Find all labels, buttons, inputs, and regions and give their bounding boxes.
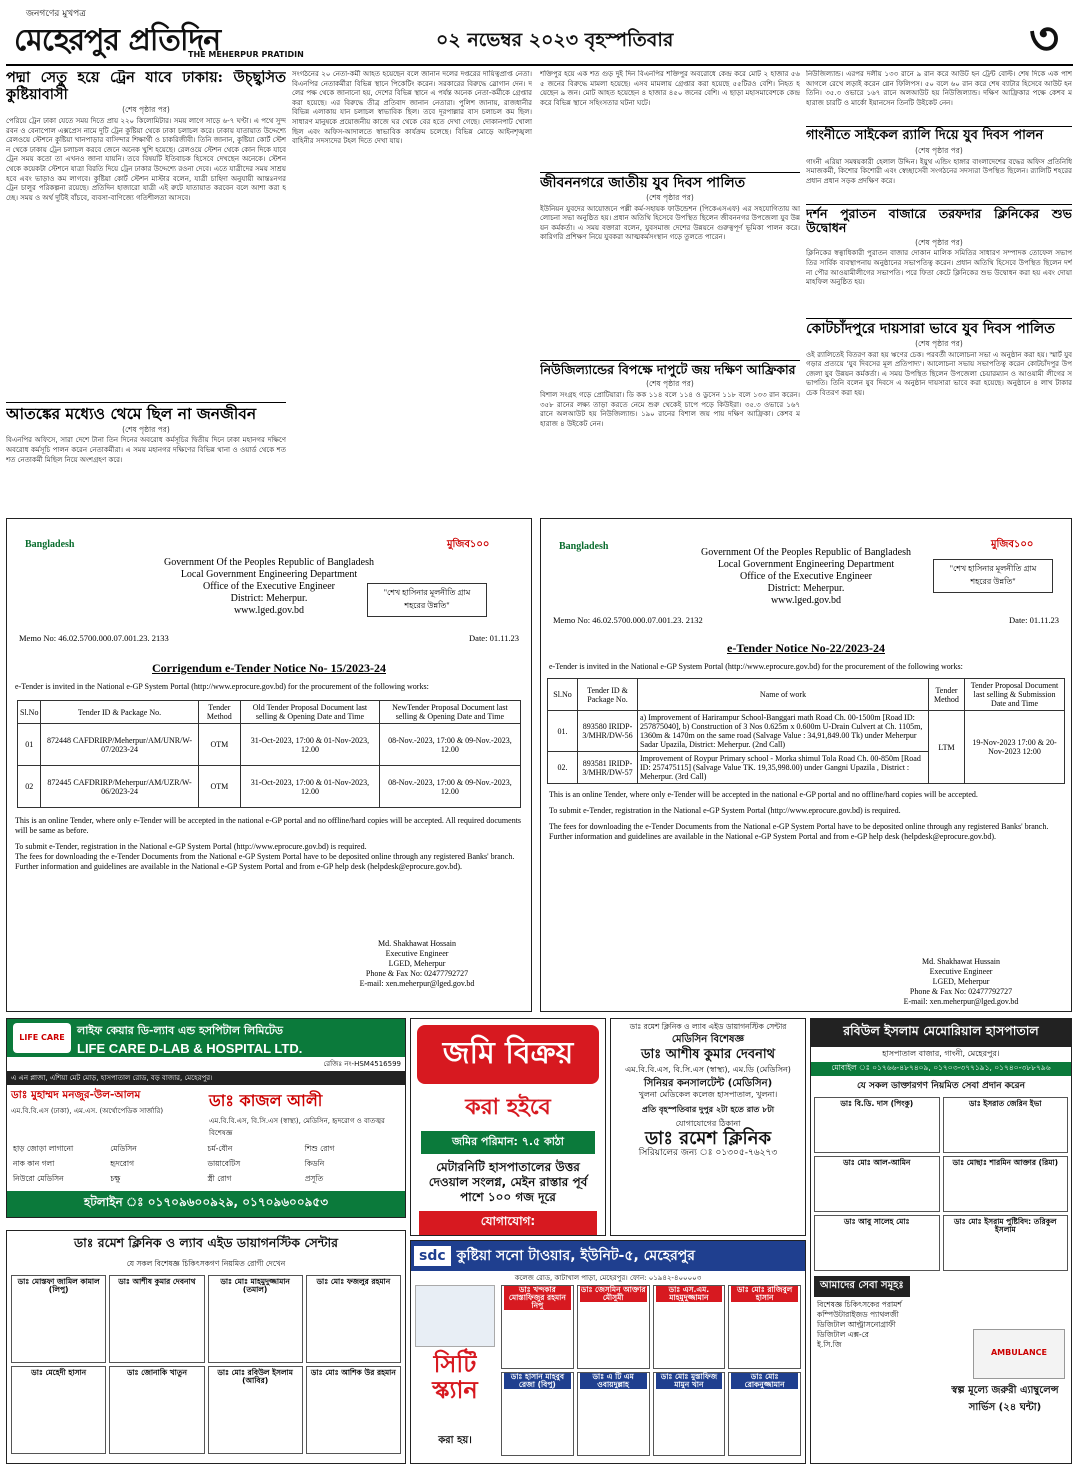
signature-block: [337, 939, 497, 989]
newspaper-logo-english: THE MEHERPUR PRATIDIN: [188, 50, 304, 59]
doctor-name: ডাঃ মোঃ রাজিবুল হাসান: [731, 1286, 798, 1302]
doctor-card: [577, 1285, 650, 1369]
article-clinic-opening: [806, 204, 1072, 316]
article-jibannagar-youth-day: [540, 172, 800, 358]
doctor-card: [11, 1366, 106, 1454]
article-body: পেরিয়ে ট্রেন ঢাকা যেতে সময় দিতে প্রায় ২২০ কিলোমিটার। সময় লাগে সাড়ে ৬-৭ ঘণ্টা। এ পথে সুন্দরবন ও বেনাপোল এক্সপ্রেস নামে দুটি ট্রেন কুষ্টিয়া থেকে ঢাকা চলাচল করে। ঢাকায় যাতায়াত উদ্দেশ্যে রেলওয়ে স্টেশনে কুষ্টিয়া খানপাড়ার বাসিন্দার শিক্ষার্থী ও চাকরিজীবী। তিনি জানান, কুষ্টিয়া কোর্ট স্টেশন থেকে ঢাকায় ট্রেন চলাচল করবে জেনে অনেক খুশি হয়েছে। রেলওয়ে স্টেশন থেকে কোন দিকে যাবে ট্রেন সময় কতো তা এখনও জানা যায়নি। তবে বিষয়টি ইতিবাচক হিসেবে দেখছেন অনেকে। স্টেশন থেকে কয়েকটা স্টেশনে যাত্রা বিরতি দিয়ে ট্রেন ঢাকার উদ্দেশ্যে রওনা দেবে। এতে যাত্রীদের সময় সাশ্রয় হবে এবং ভাড়াও কম লাগবে। কুষ্টিয়া কোর্ট স্টেশন মাস্টার বলেন, যাত্রী চাহিদা অনুযায়ী আন্তঃনগর ট্রেন চালুর পরিকল্পনা রয়েছে। প্রতিদিন হাজারো যাত্রী এই রুটে যাতায়াত করবেন বলে আশা করা হচ্ছে। সময় ও অর্থ দুটিই বাঁচবে, ব্যবসা-বাণিজ্যে গতিশীলতা আসবে।: [6, 116, 286, 202]
doctor-card: [728, 1285, 801, 1369]
notice-para-online: This is an online Tender, where only e-Tender will be accepted in the national e-GP portal and no offline/hard copies will be accepted.: [549, 790, 978, 799]
article-body: ক্লিনিকের স্বত্বাধিকারী পুরাতন বাজার দোকান মালিক সমিতির সাধারণ সম্পাদক তোফেল সভাপতির সার্বিক ব্যবস্থাপনায় অনুষ্ঠানের সভাপতিত্ব করেন। প্রধান অতিথি হিসেবে উপস্থিত ছিলেন দর্শনা পৌর আওয়ামীলীগের সভাপতি। পরে ফিতা কেটে ক্লিনিকের শুভ উদ্বোধন করা হয় এবং দোয়া মাহফিল অনুষ্ঠিত হয়।: [806, 249, 1072, 287]
doctor-degree: এম.বি.বি.এস (ঢাকা), এম.এস. (অর্থোপেডিক সার্জারি): [11, 1107, 164, 1115]
bangladesh-50-logo: Bangladesh: [559, 541, 609, 552]
continued-label: (শেষ পৃষ্ঠার পর): [122, 105, 170, 115]
ambulance-icon: AMBULANCE: [973, 1329, 1065, 1379]
service-item: হাড় জোড়া লাগানো: [13, 1144, 74, 1153]
newspaper-logo: মেহেরপুর প্রতিদিন: [14, 23, 221, 58]
doctor-name: ডাঃ মোঃ রবিউল ইসলাম (আবির): [217, 1368, 293, 1385]
ad-header: [411, 1241, 805, 1271]
signature-block: [881, 957, 1041, 1007]
continued-label: (শেষ পৃষ্ঠার পর): [646, 193, 694, 203]
signatory-name: Md. Shakhawat Hussain: [922, 957, 1000, 966]
th-method: Tender Method: [929, 679, 965, 711]
notice-intro: e-Tender is invited in the National e-GP System Portal (http://www.eprocure.gov.bd) for the procurement of the following works:: [15, 682, 429, 691]
doctor-card: [814, 1156, 940, 1212]
memo-date: Date: 01.11.23: [1009, 615, 1059, 625]
table-cell: 893580 IRIDP-3/MHR/DW-56: [578, 711, 638, 752]
service-item: ই.সি.জি: [817, 1340, 842, 1349]
doctor-card: [814, 1097, 940, 1153]
service-item: প্রসূতি: [304, 1174, 324, 1183]
doctor-name: ডাঃ মোঃ ফজলুর রহমান: [316, 1277, 391, 1286]
doctor-name: ডাঃ মোঃ আল-আমিন: [843, 1158, 911, 1167]
bangladesh-50-logo: Bangladesh: [25, 539, 75, 550]
ad-lifecare-hospital: [6, 1018, 406, 1218]
ad-subtitle: করা হইবে: [465, 1095, 551, 1120]
visiting-time: প্রতি বৃহস্পতিবার দুপুর ২টা হতে রাত ৮টা: [641, 1105, 775, 1114]
land-location: মেটারনিটি হাসপাতালের উত্তর দেওয়াল সংলগ্ন, মেইন রাস্তার পূর্ব পাশে ১০০ গজ দূরে: [428, 1160, 588, 1204]
doctor-card: [306, 1366, 401, 1454]
service-item: শিশু রোগ: [304, 1144, 335, 1153]
continued-label: (শেষ পৃষ্ঠার পর): [915, 237, 963, 247]
office-name: Office of the Executive Engineer: [740, 571, 872, 582]
signatory-office: LGED, Meherpur: [932, 977, 990, 986]
table-cell: a) Improvement of Harirampur School-Banggari math Road Ch. 00-1500m [Road ID: 257875040], b) Construction of 3 Nos 0.625m x 0.600m U-Drain Culvert at Ch. 1105m, 1360m & 1470m on the same road (Salvage Value : 34,91,849.00 Tk) under Meherpur Sadar Upazila, District: Meherpur. (2nd Call): [638, 711, 929, 752]
article-body: বিশাল সংগ্রহ গড়ে প্রোটিয়ারা। ডি কক ১১৪ বলে ১১৪ ও ডুসেন ১১৮ বলে ১৩৩ রান করেন। ৩৫৮ রানের লক্ষ্য তাড়া করতে নেমে শুরু থেকেই চাপে পড়ে কিউইরা। ৩৫.৩ ওভারে ১৬৭ রানে অলআউট হয় নিউজিল্যান্ড। ১৯০ রানের বিশাল জয় পায় দক্ষিণ আফ্রিকা। কেশব মহারাজ ৪ উইকেট নেন।: [540, 390, 800, 428]
service-item: ডিজিটাল এক্স-রে: [817, 1330, 869, 1339]
doctor-name: ডাঃ মোছাঃ শারমিন আক্তার (রিমা): [952, 1158, 1059, 1167]
ad-title: জমি বিক্রয়: [417, 1025, 599, 1084]
table-cell: 31-Oct-2023, 17:00 & 01-Nov-2023, 12.00: [241, 724, 380, 766]
th-date: Tender Proposal Document last selling & Submission Date and Time: [965, 679, 1065, 711]
continued-label: (শেষ পৃষ্ঠার পর): [646, 379, 694, 389]
th-slno: Sl.No: [548, 679, 578, 711]
service-item: স্ত্রী রোগ: [207, 1174, 232, 1183]
doctor-degree: এম.বি.বি.এস, বি.সি.এস (স্বাস্থ্য), এম.ডি (মেডিসিন): [625, 1065, 791, 1074]
services-title: আমাদের সেবা সমূহঃ: [814, 1276, 910, 1297]
th-tender-id: Tender ID & Package No.: [41, 701, 198, 724]
tender-table-wrap: [7, 692, 531, 816]
ad-doctors: [7, 1085, 405, 1142]
table-cell: 01: [18, 724, 41, 766]
website: www.lged.gov.bd: [770, 595, 842, 606]
table-cell: Improvement of Roypur Primary school - Morka shimul Tola Road Ch. 00-850m [Road ID: 257475115] (Salvage Value TK. 19,35,998.00) under Gangni Upazila , District : Meherpur. (3rd Call): [638, 752, 929, 784]
masthead-tagline: জনগণের মুখপত্র: [26, 9, 86, 19]
mujib-100-logo: মুজিব১০০: [991, 539, 1034, 550]
doctor-name: ডাঃ মোস্তফা জামিল কামাল (লিপু): [17, 1277, 100, 1294]
ad-rabiul-hospital: [810, 1018, 1072, 1464]
ad-address: এ এন প্লাজা, এশিয়া মেট মোড়, হাসপাতাল রোড, বড় বাজার, মেহেরপুর।: [7, 1071, 405, 1085]
doctor-name: ডাঃ এস.এম. মাহমুদুজ্জামান: [656, 1286, 723, 1302]
signatory-email: E-mail: xen.meherpur@lged.gov.bd: [903, 997, 1019, 1006]
doctor-hospital: খুলনা মেডিকেল কলেজ হাসপাতাল, খুলনা।: [638, 1090, 778, 1099]
headline: দর্শন পুরাতন বাজারে তরফদার ক্লিনিকের শুভ উদ্বোধন: [806, 206, 1072, 236]
service-item: কিডনি: [304, 1159, 325, 1168]
office-name: Office of the Executive Engineer: [203, 581, 335, 592]
table-cell: OTM: [198, 724, 241, 766]
doctor-name: ডাঃ মুহাম্মদ মনজুর-উল-আলম: [11, 1089, 141, 1101]
doctor-card: [577, 1372, 650, 1456]
article-body: সংগঠনের ২০ নেতা-কর্মী আহত হয়েছেন বলে জানান দলের দপ্তরের দায়িত্বপ্রাপ্ত নেতা। বিএনপির নেতাকর্মীরা বিভিন্ন স্থানে পিকেটিং করেন। সরকারের বিরুদ্ধে স্লোগান দেন। দলের পক্ষ থেকে জানানো হয়, দেশের বিভিন্ন স্থানে এ পর্যন্ত অনেক নেতা-কর্মীকে গ্রেপ্তার করা হয়েছে। এর বিরুদ্ধে তীব্র প্রতিবাদ জানান নেতারা। পুলিশ জানায়, রাজধানীর বিভিন্ন এলাকায় যান চলাচল স্বাভাবিক ছিল। তবে দূরপাল্লার বাস চলাচল কম ছিল। সাধারণ মানুষকে প্রয়োজনীয় কাজে ঘর থেকে বের হতে দেখা গেছে। দোকানপাট খোলা ছিল এবং অফিস-আদালতে স্বাভাবিক কার্যক্রম চলেছে। বিভিন্ন মোড়ে আইনশৃঙ্খলা বাহিনীর সদস্যদের টহল দিতে দেখা যায়।: [292, 70, 532, 146]
headline: গাংনীতে সাইকেল র‌্যালি দিয়ে যুব দিবস পালন: [806, 126, 1072, 144]
notice-title: e-Tender Notice No-22/2023-24: [727, 641, 885, 655]
land-size: জমির পরিমান: ৭.৫ কাঠা: [421, 1131, 595, 1154]
doctor-name: ডাঃ বি.ডি. দাস (পিংকু): [840, 1099, 914, 1108]
hotline-bar: হটলাইন ঃ ০১৭০৯৬০০৯২৯, ০১৭০৯৬০০৯৫৩: [7, 1191, 405, 1217]
ct-scanner-icon: [415, 1285, 495, 1347]
ad-ramesh-doctor: [610, 1018, 806, 1236]
doctor-grid: [811, 1095, 1071, 1273]
signatory-office: LGED, Meherpur: [388, 959, 446, 968]
tender-notice-22: [540, 518, 1072, 1012]
memo-number: Memo No: 46.02.5700.000.07.001.23. 2133: [19, 633, 169, 643]
table-cell-method: LTM: [929, 711, 965, 784]
doctor-degree: এম.বি.বি.এস, বি.সি.এস (স্বাস্থ্য), মেডিসিন, হৃদরোগ ও বাতজ্বর বিশেষজ্ঞ: [209, 1117, 385, 1137]
doctor-name: ডাঃ আশীষ কুমার দেবনাথ: [118, 1277, 196, 1286]
notice-para-fees: The fees for downloading the e-Tender Documents from the National e-GP System Portal have to be deposited online through any registered Banks' branch. Further information and guidelines are available in the National e-GP System Portal and from e-GP help desk (helpdesk@eprocure.gov.bd).: [15, 852, 515, 871]
article-padma-train: [6, 70, 286, 400]
ad-title: রবিউল ইসলাম মেমোরিয়াল হাসপাতাল: [811, 1019, 1071, 1047]
table-cell: 872448 CAFDRIRP/Meherpur/AM/UNR/W-07/2023-24: [41, 724, 198, 766]
headline: জীবননগরে জাতীয় যুব দিবস পালিত: [540, 172, 800, 191]
doctor-role: সিনিয়র কনসালটেন্ট (মেডিসিন): [643, 1078, 773, 1089]
signatory-title: Executive Engineer: [929, 967, 993, 976]
service-item: কম্পিউটারাইজড প্যাথলজী: [817, 1310, 899, 1319]
service-item: ডায়াবেটিস: [207, 1159, 241, 1168]
th-method: Tender Method: [198, 701, 241, 724]
table-cell: 02.: [548, 752, 578, 784]
doctor-name: ডাঃ আবু সালেহ মোঃ: [843, 1217, 910, 1226]
contact-box: [419, 1211, 597, 1236]
ct-scan-sub: করা হয়।: [438, 1435, 472, 1446]
th-old-date: Old Tender Proposal Document last selling & Opening Date and Time: [241, 701, 380, 724]
services-list: [811, 1300, 961, 1350]
tender-table: [17, 700, 521, 808]
continued-label: (শেষ পৃষ্ঠার পর): [915, 145, 963, 155]
memo-date: Date: 01.11.23: [469, 633, 519, 643]
doctor-name: ডাঃ মোঃ ইসরাম পুষ্টিবিদ: তরিকুল ইসলাম: [953, 1217, 1057, 1234]
signatory-email: E-mail: xen.meherpur@lged.gov.bd: [359, 979, 475, 988]
article-blockade-life: [6, 402, 286, 514]
ad-phone: মোবাইল ঃ ০১৭৬৬-৪৮৭৪০৯, ০১৭০৩-৩৭৭১৯১, ০১৭৪০-৩৮৮৭৯৬: [811, 1062, 1071, 1076]
headline: আতঙ্কের মধ্যেও থেমে ছিল না জনজীবন: [6, 402, 286, 423]
article-body: ইউনিয়ন যুবদের আয়োজনে পল্লী কর্ম-সহায়ক ফাউন্ডেশন (পিকেএসএফ) এর সহযোগিতায় আলোচনা সভা অনুষ্ঠিত হয়। প্রধান অতিথি হিসেবে উপস্থিত ছিলেন জীবননগর উপজেলা যুব উন্নয়ন কর্মকর্তা। এ সময় বক্তারা বলেন, যুবসমাজ দেশের উন্নয়নে গুরুত্বপূর্ণ ভূমিকা পালন করে। কারিগরি প্রশিক্ষণ নিয়ে যুবকরা আত্মকর্মসংস্থান গড়ে তুলতে পারেন।: [540, 204, 800, 242]
clinic-name: ডাঃ রমেশ ক্লিনিক: [644, 1128, 772, 1149]
slogan-box: "শেখ হাসিনার মূলনীতি গ্রাম শহরের উন্নতি": [367, 583, 487, 617]
memo-line: [7, 633, 531, 643]
table-cell: 893581 IRIDP-3/MHR/DW-57: [578, 752, 638, 784]
doctor-name: ডাঃ মোঃ আশিক উর রহমান: [310, 1368, 396, 1377]
article-body: নিউজিল্যান্ড। এরপর দলীয় ১৩৩ রানে ৯ রান করে আউট হন ট্রেন্ট বোল্ট। শেষ দিকে এক পাশ আগলে রেখে লড়াই করেন গ্লেন ফিলিপস। ৫০ বলে ৬০ রান করে শেষ ব্যাটার হিসেবে আউট হন তিনি। ৩৫.৩ ওভারে ১৬৭ রানে অলআউট হয় নিউজিল্যান্ড। দক্ষিণ আফ্রিকার পক্ষে কেশব মহারাজ চারটি ও মার্কো ইয়ানসেন তিনটি উইকেট নেন।: [806, 70, 1072, 107]
th-new-date: NewTender Proposal Document last selling & Opening Date and Time: [379, 701, 520, 724]
doctor-card: [943, 1215, 1069, 1271]
doctor-card: [11, 1275, 106, 1363]
table-cell: 31-Oct-2023, 17:00 & 01-Nov-2023, 12.00: [241, 766, 380, 808]
tender-table: [547, 678, 1065, 784]
doctor-grid: [501, 1285, 801, 1456]
service-item: মেডিসিন: [110, 1144, 137, 1153]
article-bnp-column: [292, 70, 532, 514]
ad-address: হাসপাতাল বাজার, গাংনী, মেহেরপুর।: [882, 1049, 1000, 1058]
signatory-name: Md. Shakhawat Hossain: [378, 939, 456, 948]
doctor-card: [501, 1372, 574, 1456]
memo-number: Memo No: 46.02.5700.000.07.001.23. 2132: [553, 615, 703, 625]
dept-name: Local Government Engineering Department: [717, 559, 895, 570]
notice-para-fees: The fees for downloading the e-Tender Documents from the National e-GP System Portal have to be deposited online through any registered Banks' branch. Further information and guidelines are available in the National e-GP System Portal and from e-GP help desk (helpdesk@eprocure.gov.bd).: [549, 822, 1049, 841]
doctor-card: [814, 1215, 940, 1271]
doctor-card: [501, 1285, 574, 1369]
service-item: নাক কান গলা: [13, 1159, 55, 1168]
article-body: ওই র‌্যালিতেই বিতরণ করা হয় ঋণের চেক। পরবর্তী আলোচনা সভা এ অনুষ্ঠান করা হয়। স্মার্ট যুব গড়ার প্রত্যয়ে 'যুব দিবসের মূল প্রতিপাদ্য'। আলোচনা সভায় সভাপতিত্ব করেন কোটচাঁদপুর উপজেলা যুব উন্নয়ন কর্মকর্তা। এ সময় উপস্থিত ছিলেন উপজেলা চেয়ারম্যান ও আওয়ামী লীগের সভাপতি। তিনি বলেন যুব দিবসে এ অনুষ্ঠান দায়সারা ভাবে করা হয়েছে। অনুষ্ঠানে ৪ লাখ টাকার চেক বিতরণ করা হয়।: [806, 350, 1072, 398]
article-kotchandpur-youth-day: [806, 318, 1072, 514]
page-number: ৩: [1029, 11, 1059, 65]
lifecare-logo: LIFE CARE: [13, 1023, 71, 1053]
table-cell: 08-Nov.-2023, 17:00 & 09-Nov.-2023, 12.00: [379, 724, 520, 766]
specialty: মেডিসিন বিশেষজ্ঞ: [671, 1034, 745, 1045]
doctor-name: ডাঃ হাসান মাহবুব রেজা (বিপু): [504, 1373, 571, 1389]
tender-table-wrap: [541, 672, 1071, 790]
article-body: বিএনপির অফিসে, সারা দেশে টানা তিন দিনের অবরোধ কর্মসূচির দ্বিতীয় দিনে ঢাকা মহানগর দক্ষিণে অবরোধ কর্মসূচি পালন করেন নেতাকর্মীরা। এ সময় মহানগর দক্ষিণের বিভিন্ন থানা ও ওয়ার্ড থেকে শত শত নেতাকর্মী মিছিল নিয়ে অংশগ্রহণ করে।: [6, 436, 286, 464]
doctor-name: ডাঃ ইসরাত জেরিন ইভা: [969, 1099, 1042, 1108]
issue-date: ০২ নভেম্বর ২০২৩ বৃহস্পতিবার: [436, 29, 674, 51]
notice-para-online: This is an online Tender, where only e-Tender will be accepted in the national e-GP portal and no offline/hard copies will be accepted. All required documents will be same as before.: [15, 816, 522, 835]
continued-label: (শেষ পৃষ্ঠার পর): [122, 424, 170, 434]
signatory-title: Executive Engineer: [385, 949, 449, 958]
ad-subtitle: যে সকল বিশেষজ্ঞ চিকিৎসকগণ নিয়মিত রোগী দেখেন: [126, 1259, 286, 1268]
doctor-grid: [7, 1271, 405, 1458]
notice-para-register: To submit e-Tender, registration in the National e-GP System Portal (http://www.eprocure.gov.bd) is required.: [15, 842, 367, 851]
article-cricket-cont: [806, 70, 1072, 124]
masthead: [6, 4, 1073, 66]
district: District: Meherpur.: [767, 583, 845, 594]
continued-label: (শেষ পৃষ্ঠার পর): [915, 339, 963, 349]
doctor-card: [943, 1097, 1069, 1153]
doctor-card: [653, 1372, 726, 1456]
headline: কোটচাঁদপুরে দায়সারা ভাবে যুব দিবস পালিত: [806, 318, 1072, 337]
service-item: ডিজিটাল আল্ট্রাসনোগ্রাফী: [817, 1320, 896, 1329]
ct-scan-label: সিটি স্ক্যান: [432, 1350, 478, 1404]
article-body: গাংনী এরিয়া সমন্বয়কারী হেলাল উদ্দিন। ইয়ুথ এন্ডিং হাঙ্গার বাংলাদেশের বদ্ধের অফিস প্রতিনিধি সমাজকর্মী, কিশোর কিশোরী এবং স্বেচ্ছাসেবী সংগঠনের সদস্যরা উপস্থিত ছিলেন। র‌্যালিটি শহরের প্রধান প্রধান সড়ক প্রদক্ষিণ করে।: [806, 157, 1072, 185]
service-item: চর্ম-যৌন: [207, 1144, 233, 1153]
doctor-name: ডাঃ জেসমিন আক্তার মৌসুমী: [580, 1285, 646, 1302]
doctor-name: ডাঃ মোঃ মুস্তাফিজ মামুন খান: [656, 1373, 723, 1389]
mujib-100-logo: মুজিব১০০: [447, 539, 490, 550]
article-cases: [540, 70, 800, 170]
contact-label: যোগাযোগের ঠিকানা: [675, 1119, 741, 1128]
table-cell: OTM: [198, 766, 241, 808]
ad-title: ডাঃ রমেশ ক্লিনিক ও ল্যাব এইড ডায়াগনস্টিক সেন্টার: [73, 1235, 339, 1250]
doctor-card: [306, 1275, 401, 1363]
ambulance-service: স্বল্প মূল্যে জরুরী এ্যাম্বুলেন্স সার্ভিস (২৪ ঘন্টা): [951, 1385, 1059, 1413]
doctor-name: ডাঃ মোঃ রোকনুজ্জামান: [731, 1373, 798, 1389]
slogan-box: "শেখ হাসিনার মূলনীতি গ্রাম শহরের উন্নতি": [933, 559, 1053, 593]
dept-name: Local Government Engineering Department: [180, 569, 358, 580]
doctor-name: ডাঃ মেহেদী হাসান: [31, 1368, 87, 1377]
doctor-name: ডাঃ জোনাকি খাতুন: [126, 1368, 187, 1377]
doctor-name: ডাঃ আশীষ কুমার দেবনাথ: [640, 1047, 776, 1062]
th-slno: Sl.No: [18, 701, 41, 724]
ad-title-en: LIFE CARE D-LAB & HOSPITAL LTD.: [77, 1041, 303, 1056]
service-list: [7, 1142, 405, 1188]
contact-label: যোগাযোগ:: [480, 1214, 536, 1228]
service-item: বিশেষজ্ঞ চিকিৎসকের পরামর্শ: [817, 1300, 902, 1309]
ad-title-bn: লাইফ কেয়ার ডি-ল্যাব এন্ড হসপিটাল লিমিটেড: [77, 1024, 283, 1037]
ad-title: কুষ্টিয়া সনো টাওয়ার, ইউনিট-৫, মেহেরপুর: [456, 1248, 695, 1264]
ad-ramesh-clinic: [6, 1230, 406, 1464]
serial-phone: সিরিয়ালের জন্য ঃ ০১৩০৫-৭৬২৭৩: [638, 1148, 778, 1158]
table-cell-datetime: 19-Nov-2023 17:00 & 20-Nov-2023 12:00: [965, 711, 1065, 784]
website: www.lged.gov.bd: [233, 605, 305, 616]
doctor-card: [208, 1275, 303, 1363]
ad-land-sale: [410, 1018, 606, 1236]
headline: পদ্মা সেতু হয়ে ট্রেন যাবে ঢাকায়: উচ্ছ্বসিত কুষ্টিয়াবাসী: [6, 70, 286, 103]
article-cricket: [540, 360, 800, 514]
doctor-name: ডাঃ খন্দকার মোস্তাফিজুর রহমান নিপু: [504, 1286, 571, 1310]
table-cell: 08-Nov.-2023, 17:00 & 09-Nov.-2023, 12.00: [379, 766, 520, 808]
signatory-phone: Phone & Fax No: 02477792727: [909, 987, 1013, 996]
doctor-name: ডাঃ এ টি এম ওবায়দুল্লাহ: [580, 1373, 647, 1389]
doctor-card: [209, 1088, 401, 1139]
ad-reg: রেজিঃ নং-HSM4516599: [323, 1060, 401, 1068]
doctor-card: [208, 1366, 303, 1454]
table-cell: 872445 CAFDRIRP/Meherpur/AM/UZR/W-06/2023-24: [41, 766, 198, 808]
signatory-phone: Phone & Fax No: 02477792727: [365, 969, 469, 978]
doctor-name: ডাঃ মোঃ মাহমুদুজ্জামান (তমাল): [220, 1277, 290, 1294]
memo-line: [541, 615, 1071, 625]
table-cell: 01.: [548, 711, 578, 752]
district: District: Meherpur.: [230, 593, 308, 604]
contact-phone: [421, 1233, 595, 1236]
gov-name: Government Of the Peoples Republic of Bangladesh: [164, 557, 374, 568]
doctor-name: ডাঃ কাজল আলী: [209, 1091, 323, 1110]
doctor-card: [943, 1156, 1069, 1212]
sdc-logo: sdc: [414, 1246, 451, 1266]
ad-address: কলেজ রোড, কাটাখাল পাড়া, মেহেরপুর। ফোন: ০১৯৪২-৪০০০০৩: [514, 1274, 702, 1282]
article-gangni-cycle-rally: [806, 126, 1072, 202]
th-work-name: Name of work: [638, 679, 929, 711]
notice-title: Corrigendum e-Tender Notice No- 15/2023-24: [152, 661, 386, 675]
doctor-card: [109, 1366, 204, 1454]
service-item: চক্ষু: [110, 1174, 121, 1183]
tender-notice-corrigendum: [6, 518, 532, 1012]
doctors-notice: যে সকল ডাক্তারগণ নিয়মিত সেবা প্রদান করেন: [857, 1081, 1025, 1091]
doctor-card: [109, 1275, 204, 1363]
ad-sono-tower: [410, 1240, 806, 1464]
gov-name: Government Of the Peoples Republic of Bangladesh: [701, 547, 911, 558]
notice-intro: e-Tender is invited in the National e-GP System Portal (http://www.eprocure.gov.bd) for the procurement of the following works:: [549, 662, 963, 671]
service-item: হৃদরোগ: [110, 1159, 135, 1168]
doctor-card: [728, 1372, 801, 1456]
table-cell: 02: [18, 766, 41, 808]
th-tender-id: Tender ID & Package No.: [578, 679, 638, 711]
ad-top: ডাঃ রমেশ ক্লিনিক ও ল্যাব এইড ডায়াগনস্টিক সেন্টার: [629, 1022, 787, 1031]
notice-para-register: To submit e-Tender, registration in the National e-GP System Portal (http://www.eprocure.gov.bd) is required.: [549, 806, 901, 815]
headline: নিউজিল্যান্ডের বিপক্ষে দাপুটে জয় দক্ষিণ আফ্রিকার: [540, 360, 800, 377]
doctor-card: [11, 1088, 203, 1139]
doctor-card: [653, 1285, 726, 1369]
article-body: শক্তিপুর হয়ে এক শত গুড় দুই দিন বিএনপির শক্তিপুর অবরোধে কেন্দ্র করে মোট ২ হাজার ৫৬৫ জনের বিরুদ্ধে মামলা হয়েছে। এসব মামলায় গ্রেপ্তার করা হয়েছে ৫৫টিরও বেশি। নিহত হয়েছেন ৯ জন। মোট আহত হয়েছেন ৪ হাজার ৪৫০ জনের বেশি। এ ছাড়া মহাসমাবেশকে কেন্দ্র করে বিভিন্ন স্থানে সহিংসতার ঘটনা ঘটে।: [540, 70, 800, 107]
service-item: নিউরো মেডিসিন: [13, 1174, 64, 1183]
